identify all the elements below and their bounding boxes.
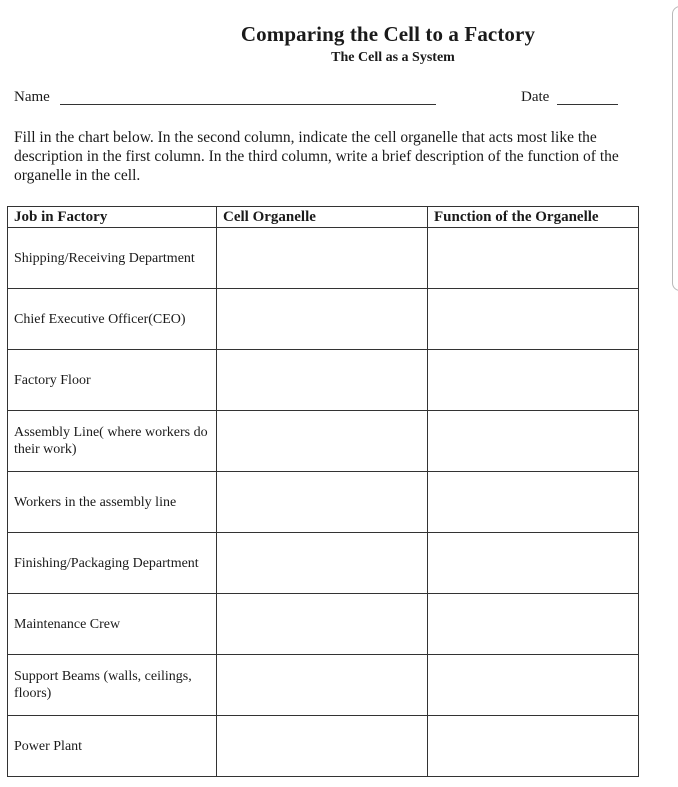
- side-panel-edge: [672, 6, 678, 291]
- date-label: Date: [521, 89, 550, 105]
- table-header-row: [8, 207, 639, 228]
- date-field[interactable]: [557, 104, 618, 105]
- job-cell: Assembly Line( where workers do their work): [8, 411, 217, 472]
- table-row: [8, 350, 639, 411]
- column-header-organelle: Cell Organelle: [217, 207, 428, 228]
- job-cell: Chief Executive Officer(CEO): [8, 289, 217, 350]
- organelle-cell[interactable]: [217, 655, 428, 716]
- table-row: [8, 655, 639, 716]
- table-row: [8, 594, 639, 655]
- organelle-cell[interactable]: [217, 228, 428, 289]
- organelle-cell[interactable]: [217, 411, 428, 472]
- table-row: [8, 411, 639, 472]
- function-cell[interactable]: [428, 411, 639, 472]
- function-cell[interactable]: [428, 655, 639, 716]
- function-cell[interactable]: [428, 350, 639, 411]
- job-cell: Power Plant: [8, 716, 217, 777]
- function-cell[interactable]: [428, 533, 639, 594]
- factory-comparison-table: [7, 206, 639, 777]
- job-cell: Finishing/Packaging Department: [8, 533, 217, 594]
- instructions-text: Fill in the chart below. In the second column, indicate the cell organelle that acts most like the description in the first column. In the third column, write a brief description of the function of the organelle in the cell.: [14, 129, 619, 184]
- column-header-job: Job in Factory: [8, 207, 217, 228]
- table-row: [8, 289, 639, 350]
- organelle-cell[interactable]: [217, 533, 428, 594]
- organelle-cell[interactable]: [217, 350, 428, 411]
- column-header-function: Function of the Organelle: [428, 207, 639, 228]
- job-cell: Workers in the assembly line: [8, 472, 217, 533]
- table-row: [8, 228, 639, 289]
- table-row: [8, 716, 639, 777]
- job-cell: Shipping/Receiving Department: [8, 228, 217, 289]
- organelle-cell[interactable]: [217, 472, 428, 533]
- organelle-cell[interactable]: [217, 594, 428, 655]
- function-cell[interactable]: [428, 228, 639, 289]
- table-row: [8, 533, 639, 594]
- organelle-cell[interactable]: [217, 289, 428, 350]
- function-cell[interactable]: [428, 472, 639, 533]
- job-cell: Support Beams (walls, ceilings, floors): [8, 655, 217, 716]
- worksheet-title: Comparing the Cell to a Factory: [240, 22, 536, 46]
- job-cell: Factory Floor: [8, 350, 217, 411]
- job-cell: Maintenance Crew: [8, 594, 217, 655]
- function-cell[interactable]: [428, 594, 639, 655]
- function-cell[interactable]: [428, 289, 639, 350]
- worksheet-subtitle: The Cell as a System: [331, 50, 455, 65]
- name-field[interactable]: [60, 104, 436, 105]
- name-label: Name: [14, 89, 50, 105]
- organelle-cell[interactable]: [217, 716, 428, 777]
- function-cell[interactable]: [428, 716, 639, 777]
- table-row: [8, 472, 639, 533]
